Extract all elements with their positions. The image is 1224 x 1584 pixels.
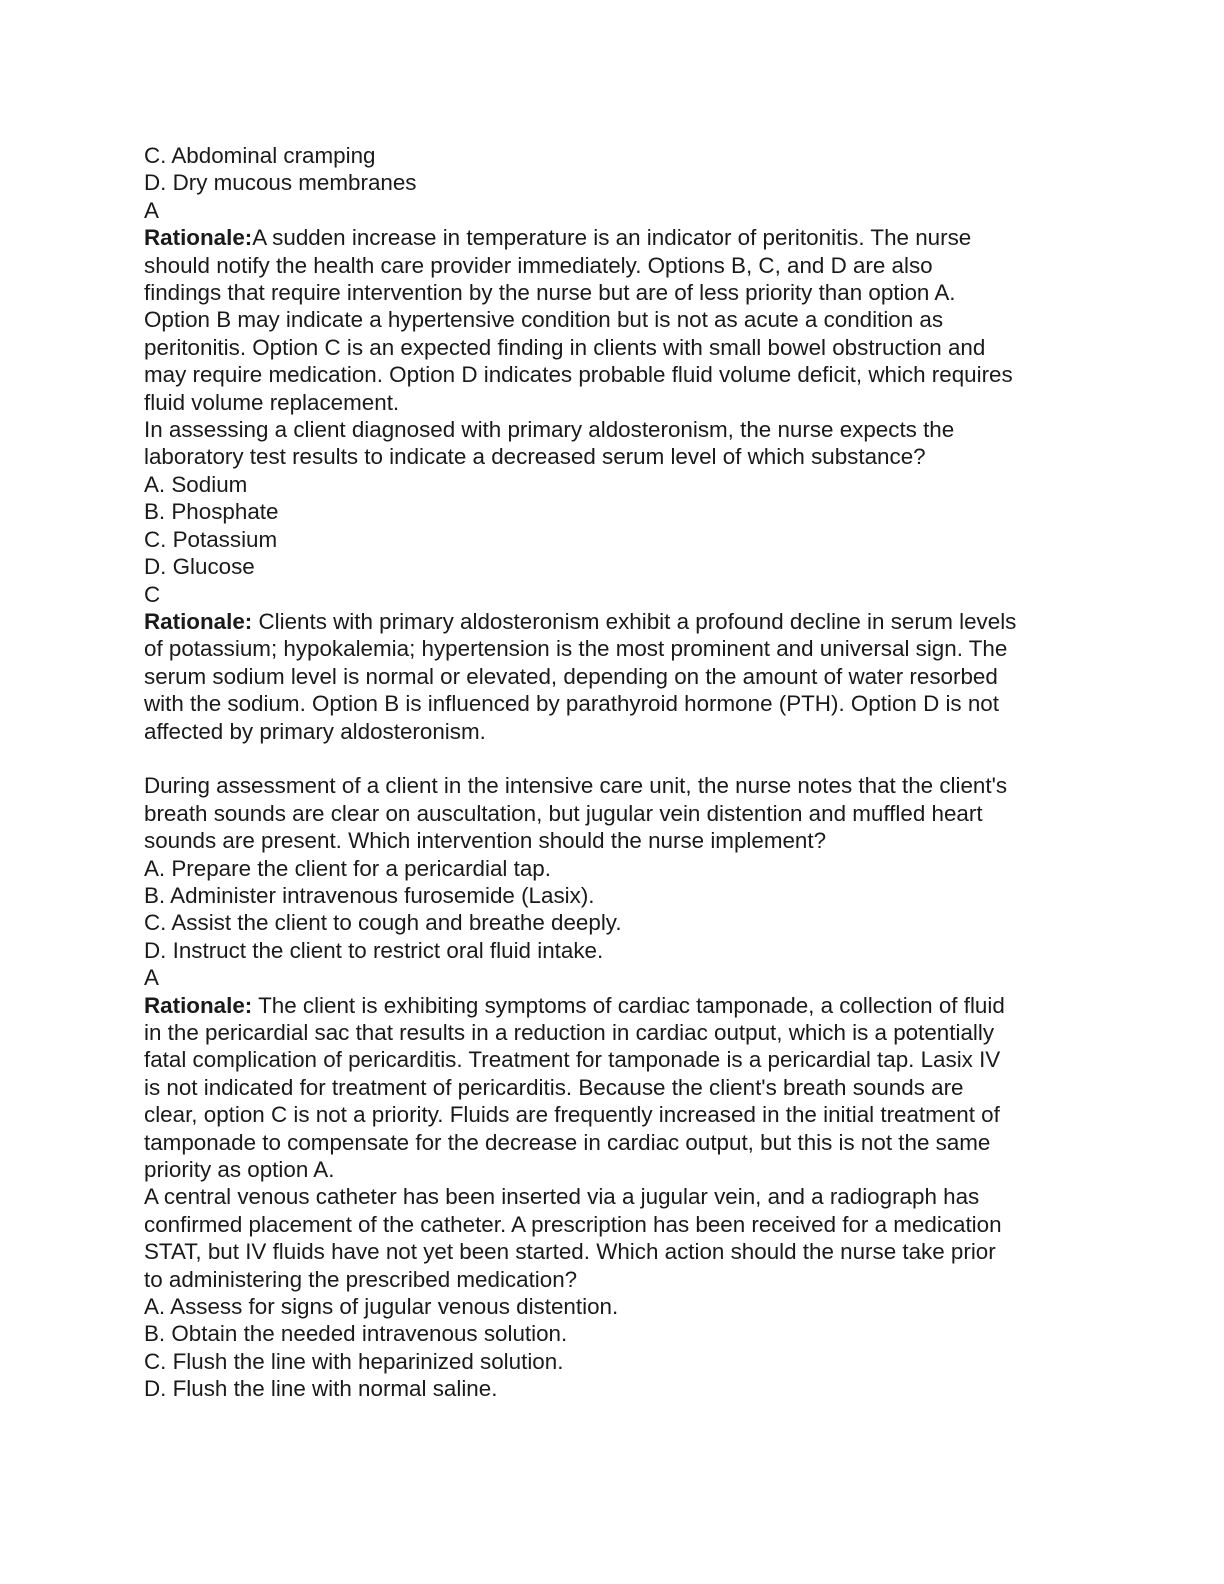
q3-option-b: B. Administer intravenous furosemide (Lasix).	[144, 882, 595, 908]
q2-option-a: A. Sodium	[144, 471, 248, 497]
q1-rationale-line-5: peritonitis. Option C is an expected finding in clients with small bowel obstruction and	[144, 334, 986, 360]
q4-question-line-3: STAT, but IV fluids have not yet been started. Which action should the nurse take prior	[144, 1239, 996, 1265]
q3-option-a: A. Prepare the client for a pericardial tap.	[144, 855, 551, 881]
q4-question-line-2: confirmed placement of the catheter. A prescription has been received for a medication	[144, 1211, 1002, 1237]
q2-rationale-line-4: with the sodium. Option B is influenced by parathyroid hormone (PTH). Option D is not	[144, 691, 999, 717]
q1-rationale-line-2: should notify the health care provider immediately. Options B, C, and D are also	[144, 252, 933, 278]
q4-option-c: C. Flush the line with heparinized solution.	[144, 1348, 564, 1374]
q3-rationale-line-2: in the pericardial sac that results in a reduction in cardiac output, which is a potentially	[144, 1019, 995, 1045]
q1-rationale-line-7: fluid volume replacement.	[144, 389, 400, 415]
q2-question-line-1: In assessing a client diagnosed with primary aldosteronism, the nurse expects the	[144, 417, 955, 443]
q2-rationale-line-3: serum sodium level is normal or elevated, depending on the amount of water resorbed	[144, 663, 998, 689]
q1-option-c: C. Abdominal cramping	[144, 143, 376, 168]
q2-rationale-line-1: Rationale: Clients with primary aldosteronism exhibit a profound decline in serum levels	[144, 608, 1017, 634]
q1-option-d: D. Dry mucous membranes	[144, 170, 417, 196]
q3-rationale-line-1: Rationale: The client is exhibiting symptoms of cardiac tamponade, a collection of fluid	[144, 992, 1005, 1018]
q1-rationale-label: Rationale:	[144, 225, 253, 251]
q3-rationale-line-5: clear, option C is not a priority. Fluids are frequently increased in the initial treatment of	[144, 1102, 1000, 1128]
q2-option-c: C. Potassium	[144, 526, 278, 552]
q4-option-a: A. Assess for signs of jugular venous distention.	[144, 1294, 619, 1320]
q1-rationale-line-3: findings that require intervention by the nurse but are of less priority than option A.	[144, 280, 956, 306]
q3-question-line-2: breath sounds are clear on auscultation, but jugular vein distention and muffled heart	[144, 800, 983, 826]
q3-rationale-line-4: is not indicated for treatment of pericarditis. Because the client's breath sounds are	[144, 1074, 964, 1100]
q2-option-b: B. Phosphate	[144, 499, 279, 525]
q1-rationale-line-1: Rationale:A sudden increase in temperature is an indicator of peritonitis. The nurse	[144, 225, 972, 251]
q2-answer: C	[144, 581, 161, 607]
q3-rationale-line-6: tamponade to compensate for the decrease in cardiac output, but this is not the same	[144, 1129, 991, 1155]
q3-option-d: D. Instruct the client to restrict oral fluid intake.	[144, 937, 604, 963]
q3-rationale-label: Rationale:	[144, 992, 253, 1018]
q1-answer: A	[144, 197, 159, 223]
q3-rationale-line-3: fatal complication of pericarditis. Treatment for tamponade is a pericardial tap. Lasix IV	[144, 1047, 1001, 1073]
q4-question-line-1: A central venous catheter has been inserted via a jugular vein, and a radiograph has	[144, 1184, 980, 1210]
q1-rationale-line-6: may require medication. Option D indicates probable fluid volume deficit, which requires	[144, 362, 1013, 388]
q2-option-d: D. Glucose	[144, 554, 255, 580]
q3-question-line-3: sounds are present. Which intervention should the nurse implement?	[144, 828, 827, 854]
q3-option-c: C. Assist the client to cough and breathe deeply.	[144, 910, 622, 936]
q4-option-b: B. Obtain the needed intravenous solution.	[144, 1321, 568, 1347]
document-body	[144, 142, 1084, 1403]
q2-question-line-2: laboratory test results to indicate a decreased serum level of which substance?	[144, 444, 926, 470]
q2-rationale-label: Rationale:	[144, 608, 253, 634]
q4-question-line-4: to administering the prescribed medication?	[144, 1266, 578, 1292]
q4-option-d: D. Flush the line with normal saline.	[144, 1376, 498, 1402]
q2-rationale-line-5: affected by primary aldosteronism.	[144, 718, 486, 744]
paragraph-gap	[144, 745, 1084, 772]
q1-rationale-line-4: Option B may indicate a hypertensive condition but is not as acute a condition as	[144, 307, 944, 333]
q3-answer: A	[144, 965, 159, 991]
q3-rationale-line-7: priority as option A.	[144, 1157, 335, 1183]
q3-question-line-1: During assessment of a client in the intensive care unit, the nurse notes that the client's	[144, 773, 1008, 799]
q2-rationale-line-2: of potassium; hypokalemia; hypertension is the most prominent and universal sign. The	[144, 636, 1008, 662]
